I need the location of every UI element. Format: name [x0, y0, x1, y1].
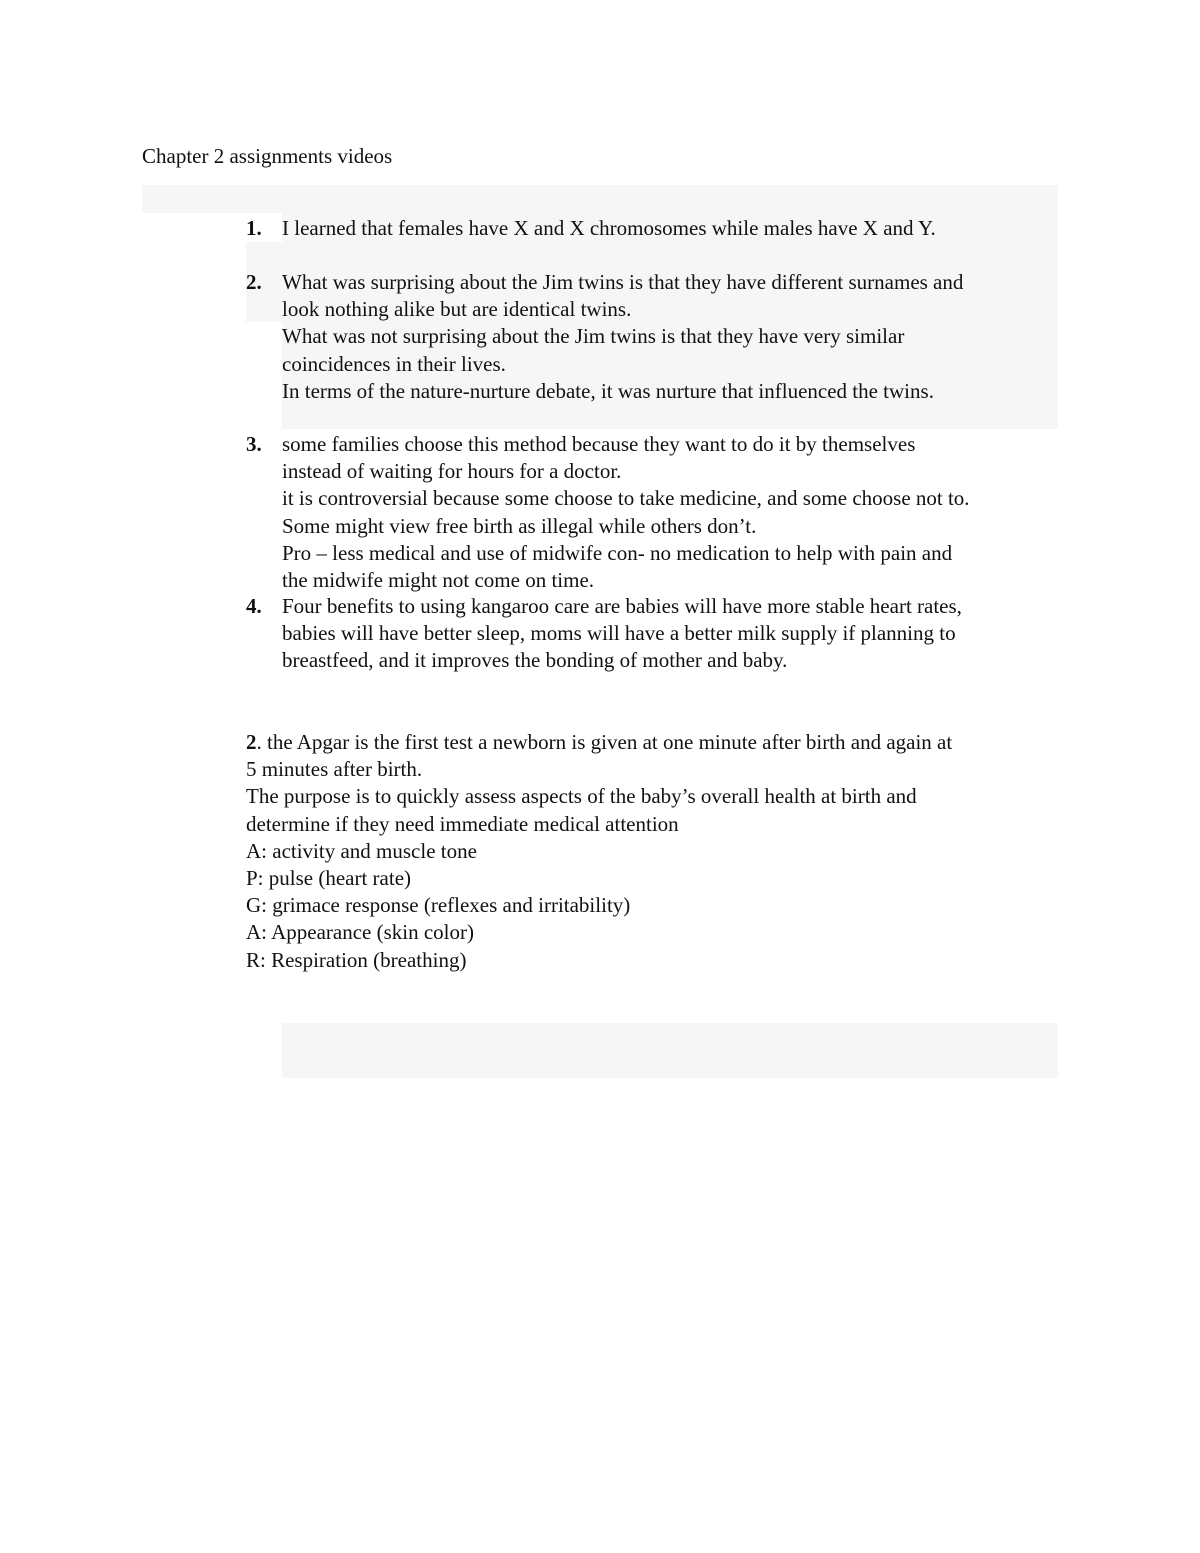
list-item-number: 2. [246, 270, 262, 294]
text-line: 5 minutes after birth. [246, 757, 423, 782]
text-line: What was surprising about the Jim twins is that they have different surnames and [282, 270, 964, 294]
text-line: A: Appearance (skin color) [246, 920, 474, 945]
text-line: breastfeed, and it improves the bonding of mother and baby. [282, 648, 788, 673]
list-item-number: 4. [246, 594, 262, 618]
list-item-text [282, 269, 1058, 405]
list-item-number: 3. [246, 432, 262, 456]
text-line: . the Apgar is the first test a newborn is given at one minute after birth and again at [256, 730, 953, 754]
highlight-shading [282, 1023, 1058, 1078]
list-item-number: 1. [246, 216, 262, 240]
text-line: Four benefits to using kangaroo care are babies will have more stable heart rates, [282, 594, 962, 618]
text-line: P: pulse (heart rate) [246, 866, 412, 891]
text-line: What was not surprising about the Jim twins is that they have very similar [282, 324, 905, 349]
text-line: The purpose is to quickly assess aspects of the baby’s overall health at birth and [246, 784, 917, 809]
list-item [246, 269, 1058, 405]
text-line: coincidences in their lives. [282, 351, 506, 376]
text-line: instead of waiting for hours for a doctor. [282, 459, 622, 484]
list-item-text [282, 431, 1058, 594]
highlight-shading [142, 185, 1058, 213]
apgar-section [246, 729, 1058, 974]
list-item-text [282, 215, 1058, 242]
text-line: some families choose this method because they want to do it by themselves [282, 432, 916, 456]
text-line: look nothing alike but are identical twins. [282, 297, 632, 322]
list-item [246, 215, 1058, 242]
text-line: In terms of the nature-nurture debate, it was nurture that influenced the twins. [282, 378, 934, 403]
text-line: G: grimace response (reflexes and irritability) [246, 893, 631, 918]
text-line: Some might view free birth as illegal while others don’t. [282, 513, 757, 538]
text-line: it is controversial because some choose to take medicine, and some choose not to. [282, 486, 970, 511]
text-line: babies will have better sleep, moms will have a better milk supply if planning to [282, 621, 956, 646]
text-line: A: activity and muscle tone [246, 838, 477, 863]
document-title: Chapter 2 assignments videos [142, 144, 393, 168]
text-line: the midwife might not come on time. [282, 568, 595, 593]
text-line: I learned that females have X and X chromosomes while males have X and Y. [282, 216, 936, 240]
text-line: Pro – less medical and use of midwife con- no medication to help with pain and [282, 540, 953, 565]
text-line: R: Respiration (breathing) [246, 947, 467, 972]
apgar-number: 2 [246, 730, 257, 754]
list-item [246, 431, 1058, 594]
text-line: determine if they need immediate medical attention [246, 811, 679, 836]
list-item [246, 593, 1058, 675]
list-item-text [282, 593, 1058, 675]
apgar-first-line [246, 729, 1058, 756]
